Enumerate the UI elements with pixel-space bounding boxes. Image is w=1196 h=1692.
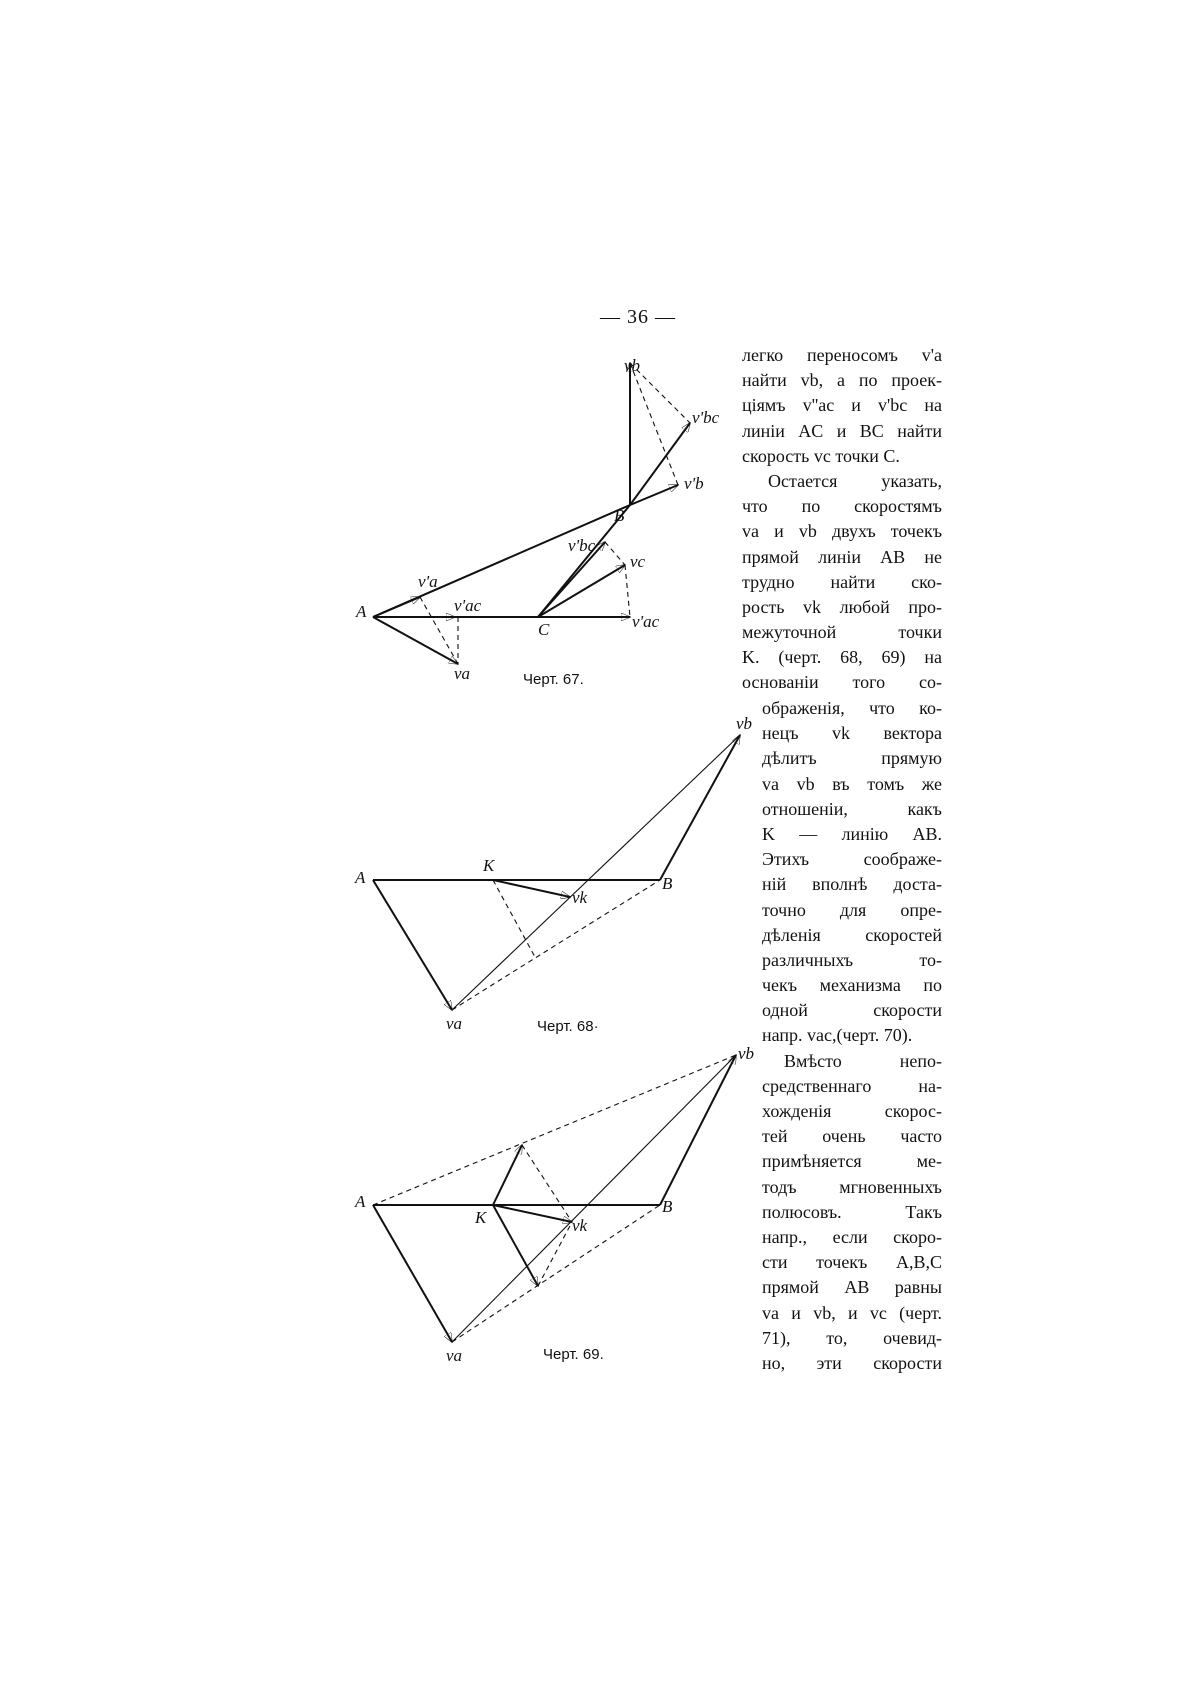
fig67-label-vac-prime-2: v'ac [632, 612, 660, 631]
text-line: ображенiя, что ко- [762, 698, 942, 718]
text-line: дѣлитъ прямую [762, 748, 942, 769]
fig69-label-k: K [475, 1208, 487, 1227]
text-line: различныхъ то- [762, 949, 942, 970]
text-line: одной скорости [762, 1000, 942, 1021]
text-line: тодъ мгновенныхъ [762, 1176, 942, 1197]
fig67-label-vac-prime: v'ac [454, 596, 482, 615]
page-number: — 36 — [600, 306, 676, 328]
text-line: примѣняется ме- [762, 1151, 942, 1172]
vector-va [373, 880, 452, 1010]
fig69-label-a: A [355, 1192, 366, 1211]
text-line: Этихъ соображе- [762, 849, 942, 870]
text-line: легко переносомъ v'a [742, 345, 942, 365]
projection-vc-2 [625, 565, 630, 617]
text-line: средственнаго на- [762, 1075, 942, 1096]
vector-vb [660, 735, 740, 880]
text-line: K — линiю AB. [762, 823, 942, 844]
body-text-top [742, 343, 942, 696]
text-line: скорость vc точки C. [742, 445, 900, 466]
fig67-label-vb-prime: v'b [684, 474, 704, 493]
text-line: нiй вполнѣ доста- [762, 874, 942, 895]
fig69-label-b: B [662, 1197, 673, 1216]
text-line: Вмѣсто непо- [784, 1050, 942, 1071]
vector-vk [493, 1205, 572, 1222]
text-line: полюсовъ. Такъ [762, 1201, 942, 1222]
text-line: дѣленiя скоростей [762, 924, 942, 945]
fig69-label-vk: vk [572, 1216, 588, 1235]
fig68-label-vb: vb [736, 714, 753, 733]
figure-68-diagram [373, 735, 740, 1010]
text-line: 71), то, очевид- [762, 1327, 942, 1348]
fig67-label-va-prime: v'a [418, 572, 438, 591]
text-line: тей очень часто [762, 1126, 942, 1147]
vector-k-down [493, 1205, 538, 1286]
dash-down-vk [538, 1222, 572, 1286]
vector-va-prime [373, 597, 420, 617]
fig67-label-vb: vb [624, 356, 641, 375]
fig67-label-a: A [356, 602, 367, 621]
text-line: прямой AB равны [762, 1277, 942, 1298]
fig69-caption: Черт. 69. [543, 1346, 604, 1363]
text-line: рость vk любой про- [742, 596, 942, 617]
text-line: va и vb, и vc (черт. [762, 1302, 942, 1323]
fig67-caption: Черт. 67. [523, 671, 584, 688]
fig68-label-k: K [483, 856, 495, 875]
line-va-vb [452, 735, 740, 1010]
text-line: линiи AC и BC найти [742, 420, 942, 441]
projection-diag [452, 880, 660, 1010]
fig68-label-va: va [446, 1014, 463, 1033]
fig67-label-vbc-prime: v'bc [692, 408, 720, 427]
fig67-label-c: C [538, 620, 550, 639]
text-line: трудно найти ско- [742, 571, 942, 592]
fig67-label-b: B [614, 506, 625, 525]
text-line: va vb въ томъ же [762, 773, 942, 794]
text-line: сти точекъ A,B,C [762, 1252, 942, 1273]
fig68-label-b: B [662, 874, 673, 893]
vector-vc [538, 565, 625, 617]
fig67-label-vc: vc [630, 552, 646, 571]
text-line: что по скоростямъ [742, 496, 942, 517]
text-line: Остается указать, [768, 470, 942, 491]
projection-k [493, 880, 535, 957]
text-line: точно для опре- [762, 899, 942, 920]
text-line: прямой линiи AB не [742, 546, 942, 567]
vector-va [373, 617, 458, 664]
text-line: хожденiя скорос- [762, 1101, 942, 1121]
text-line: K. (черт. 68, 69) на [742, 647, 942, 668]
text-line: но, эти скорости [762, 1352, 942, 1373]
fig67-label-vbc-prime-2: v'bc [568, 536, 596, 555]
vector-vk [493, 880, 570, 897]
figure-69-diagram [373, 1055, 736, 1342]
vector-va [373, 1205, 452, 1342]
fig68-caption: Черт. 68· [537, 1018, 599, 1035]
text-line: напр., если скоро- [762, 1226, 942, 1247]
text-line: va и vb двухъ точекъ [742, 521, 942, 542]
fig67-label-va: va [454, 664, 471, 683]
text-line: межуточной точки [742, 622, 942, 643]
text-line: найти vb, а по проек- [742, 370, 942, 391]
body-text-bottom [762, 696, 942, 1376]
text-line: отношенiи, какъ [762, 798, 942, 819]
text-line: напр. vac,(черт. 70). [762, 1025, 913, 1046]
fig69-label-vb: vb [738, 1044, 755, 1063]
projection-vc [605, 542, 625, 565]
text-line: чекъ механизма по [762, 975, 942, 996]
text-line: цiямъ v''ac и v'bc на [742, 395, 942, 416]
text-line: нецъ vk вектора [762, 723, 942, 744]
dash-a-vb [373, 1055, 736, 1205]
fig68-label-vk: vk [572, 888, 588, 907]
fig69-label-va: va [446, 1346, 463, 1365]
dash-up-vk [522, 1145, 572, 1222]
line-va-vb [452, 1055, 736, 1342]
text-line: основанiи того со- [742, 672, 942, 693]
fig68-label-a: A [355, 868, 366, 887]
vector-vb [660, 1055, 736, 1205]
projection-vb-2 [630, 363, 678, 485]
vector-k-up [493, 1145, 522, 1205]
